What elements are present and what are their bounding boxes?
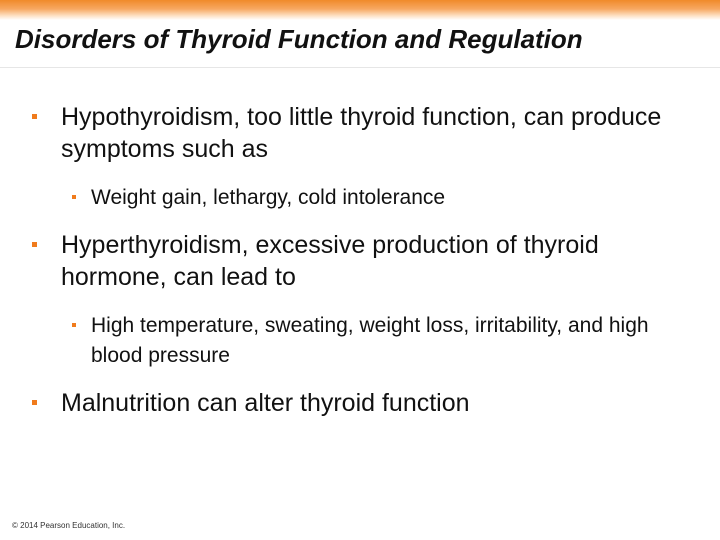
bullet-text: Hyperthyroidism, excessive production of thyroid hormone, can lead to — [61, 231, 599, 291]
bullet-text: Malnutrition can alter thyroid function — [61, 389, 470, 417]
bullet-hypothyroidism — [61, 101, 701, 165]
bullet-malnutrition — [61, 387, 701, 419]
copyright-notice: © 2014 Pearson Education, Inc. — [12, 521, 126, 530]
square-bullet-icon — [32, 400, 37, 405]
bullet-hyperthyroidism — [61, 229, 701, 293]
square-bullet-icon — [72, 323, 76, 327]
sub-bullet-text: Weight gain, lethargy, cold intolerance — [91, 186, 446, 209]
sub-bullet-text: High temperature, sweating, weight loss, irritability, and high blood pressure — [91, 314, 649, 367]
title-divider — [0, 67, 720, 68]
slide-title: Disorders of Thyroid Function and Regulation — [15, 24, 583, 54]
sub-bullet-hypothyroidism-symptoms — [91, 183, 701, 213]
square-bullet-icon — [32, 114, 37, 119]
top-accent-band — [0, 0, 720, 20]
bullet-text: Hypothyroidism, too little thyroid function, can produce symptoms such as — [61, 103, 662, 163]
square-bullet-icon — [72, 195, 76, 199]
sub-bullet-hyperthyroidism-symptoms — [91, 311, 701, 371]
square-bullet-icon — [32, 242, 37, 247]
